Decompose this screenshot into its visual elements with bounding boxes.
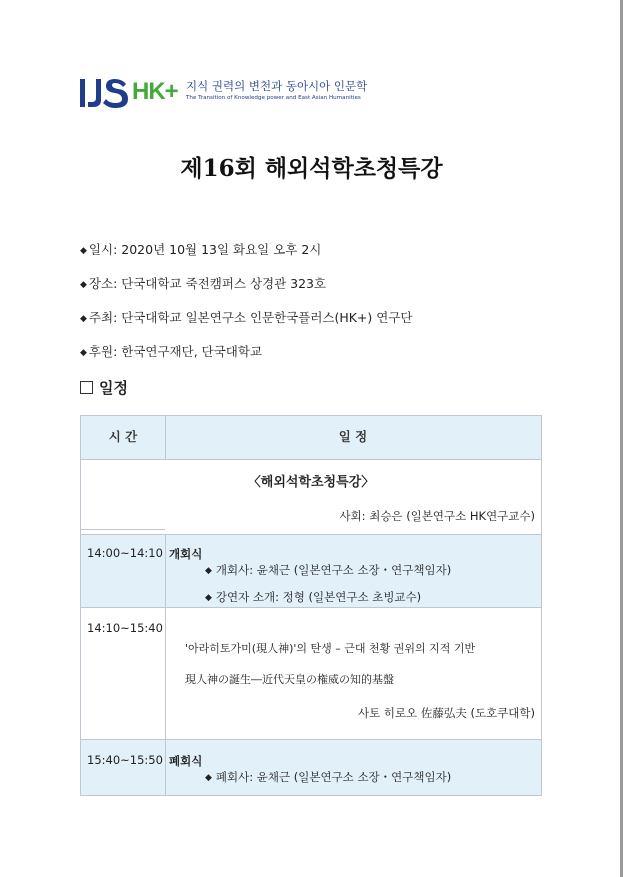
logo-hk-text: HK+	[132, 78, 178, 105]
column-header-schedule: 일 정	[165, 416, 541, 459]
diamond-bullet-icon: ◆	[205, 566, 212, 576]
grid-line	[81, 607, 541, 608]
diamond-bullet-icon: ◆	[205, 593, 212, 603]
label-closing: 폐회식	[169, 754, 203, 768]
section-title: 일정	[99, 379, 128, 397]
info-host-text: 주최: 단국대학교 일본연구소 인문한국플러스(HK+) 연구단	[88, 310, 413, 325]
info-date	[80, 240, 321, 258]
lecture-title-japanese: 現人神の誕生―近代天皇の権威の知的基盤	[185, 673, 394, 686]
row-closing-bg	[81, 739, 541, 795]
info-venue	[80, 274, 326, 292]
time-opening: 14:00~14:10	[87, 546, 163, 560]
diamond-bullet-icon: ◆	[205, 773, 212, 783]
grid-line	[81, 529, 165, 530]
logo-english-tagline: The Transition of Knowledge power and East Asian Humanities	[186, 95, 361, 101]
page-title: 제16회 해외석학초청특강	[180, 155, 443, 182]
opening-item-1	[205, 562, 451, 578]
info-sponsor-text: 후원: 한국연구재단, 단국대학교	[88, 344, 263, 359]
closing-item-1	[205, 769, 451, 785]
moderator: 사회: 최승은 (일본연구소 HK연구교수)	[339, 509, 535, 523]
time-closing: 15:40~15:50	[87, 753, 163, 767]
info-sponsor	[80, 342, 262, 360]
diamond-bullet-icon: ◆	[80, 314, 87, 324]
info-host	[80, 308, 413, 326]
ijs-logo-mark	[80, 76, 132, 110]
opening-speech-text: 개회사: 윤채근 (일본연구소 소장・연구책임자)	[215, 563, 452, 577]
schedule-table	[80, 415, 542, 796]
checkbox-square-icon	[80, 381, 93, 394]
info-date-text: 일시: 2020년 10월 13일 화요일 오후 2시	[88, 242, 322, 257]
column-header-time: 시 간	[81, 416, 165, 459]
label-opening: 개회식	[169, 547, 203, 561]
opening-item-2	[205, 589, 421, 605]
section-heading	[80, 377, 128, 398]
grid-line	[165, 534, 166, 795]
diamond-bullet-icon: ◆	[80, 280, 87, 290]
grid-line	[81, 459, 541, 460]
info-venue-text: 장소: 단국대학교 죽전캠퍼스 상경관 323호	[88, 276, 327, 291]
lecture-speaker: 사토 히로오 佐藤弘夫 (도호쿠대학)	[357, 706, 535, 720]
lecture-title-korean: '아라히토가미(現人神)'의 탄생 – 근대 천황 권위의 지적 기반	[185, 642, 476, 655]
grid-line	[81, 534, 541, 535]
time-lecture: 14:10~15:40	[87, 621, 163, 635]
grid-line	[81, 739, 541, 740]
logo-korean-tagline: 지식 권력의 변천과 동아시아 인문학	[186, 79, 368, 93]
event-title: 〈해외석학초청특강〉	[247, 475, 375, 490]
diamond-bullet-icon: ◆	[80, 348, 87, 358]
closing-speech-text: 폐회사: 윤채근 (일본연구소 소장・연구책임자)	[215, 770, 452, 784]
diamond-bullet-icon: ◆	[80, 246, 87, 256]
grid-line	[165, 416, 166, 459]
speaker-intro-text: 강연자 소개: 정형 (일본연구소 초빙교수)	[215, 590, 422, 604]
logo	[80, 74, 380, 114]
